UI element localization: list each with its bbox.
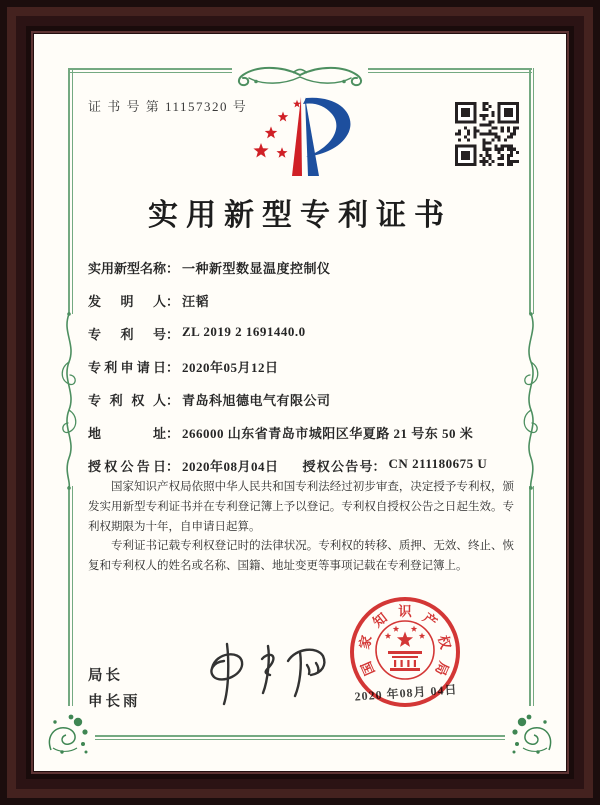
qr-code xyxy=(455,102,519,166)
seal-date: 2020 年08月 04日 xyxy=(354,682,458,704)
field-label: 发明人 xyxy=(88,294,166,309)
field-value: 青岛科旭德电气有限公司 xyxy=(182,393,331,408)
border-top-right-segment xyxy=(368,68,532,73)
border-top-left-segment xyxy=(68,68,232,73)
logo-blue-stripe xyxy=(305,97,319,176)
border-bottom-line xyxy=(95,735,505,740)
border-left-lower-segment xyxy=(68,486,73,706)
certificate-paper xyxy=(33,33,567,772)
logo-red-stripe xyxy=(292,97,302,176)
field-row-name xyxy=(88,258,518,277)
field-value: ZL 2019 2 1691440.0 xyxy=(182,324,306,339)
picture-frame-inner xyxy=(26,26,574,779)
colon: ： xyxy=(166,393,180,408)
picture-frame-lip xyxy=(31,31,569,774)
seal-char: 识 xyxy=(398,604,412,619)
picture-frame-bevel xyxy=(7,7,593,798)
field-label: 授权公告号 xyxy=(302,459,373,474)
field-value: 一种新型数显温度控制仪 xyxy=(182,261,331,276)
field-value: 2020年05月12日 xyxy=(182,360,279,375)
seal-char: 产 xyxy=(419,610,440,631)
seal-char: 家 xyxy=(356,633,375,651)
field-label: 地址 xyxy=(88,426,166,441)
legal-paragraph-2: 专利证书记载专利权登记时的法律状况。专利权的转移、质押、无效、终止、恢复和专利权人的姓名或名称、国籍、地址变更等事项记载在专利登记簿上。 xyxy=(88,540,514,573)
cnipa-logo-icon xyxy=(240,92,366,182)
colon: ： xyxy=(166,294,180,309)
bottom-left-corner-ornament xyxy=(45,710,91,756)
colon: ： xyxy=(166,327,180,342)
field-row-grant xyxy=(88,456,518,475)
field-label: 实用新型名称 xyxy=(88,261,167,276)
legal-paragraph-1: 国家知识产权局依照中华人民共和国专利法经过初步审查，决定授予专利权，颁发实用新型专利证书并在专利登记簿上予以登记。专利权自授权公告之日起生效。专利权期限为十年，自申请日起算。 xyxy=(88,481,514,533)
field-value: 2020年08月04日 xyxy=(182,459,279,474)
legal-text-block xyxy=(88,478,514,577)
signer-title: 局长 xyxy=(88,668,123,684)
field-value: 汪韬 xyxy=(182,294,210,309)
field-row-address xyxy=(88,423,518,442)
colon: ： xyxy=(166,459,180,474)
seal-char: 国 xyxy=(358,659,378,678)
handwritten-signature xyxy=(182,638,342,712)
colon: ： xyxy=(372,459,386,474)
signer-name: 申长雨 xyxy=(88,694,141,710)
top-flourish-ornament xyxy=(230,60,370,90)
border-right-lower-segment xyxy=(529,486,534,706)
certificate-title: 实用新型专利证书 xyxy=(148,199,452,232)
grant-number-pair xyxy=(303,456,488,475)
picture-frame-mid xyxy=(16,16,584,789)
certificate-number: 证 书 号 第 11157320 号 xyxy=(88,99,248,114)
field-row-patent-number xyxy=(88,324,518,343)
colon: ： xyxy=(166,261,180,276)
seal-char: 局 xyxy=(432,659,452,678)
left-flourish-ornament xyxy=(58,312,80,490)
seal-national-emblem xyxy=(376,621,434,679)
field-value: CN 211180675 U xyxy=(388,456,488,471)
field-row-inventor xyxy=(88,291,518,310)
colon: ： xyxy=(166,360,180,375)
field-label: 专利号 xyxy=(88,327,166,342)
field-value: 266000 山东省青岛市城阳区华夏路 21 号东 50 米 xyxy=(182,426,474,441)
field-row-patentee xyxy=(88,390,518,409)
field-label: 专利申请日 xyxy=(88,360,166,375)
colon: ： xyxy=(166,426,180,441)
field-label: 专利权人 xyxy=(88,393,166,408)
seal-char: 知 xyxy=(370,610,391,631)
bottom-right-corner-ornament xyxy=(509,710,555,756)
field-row-filing-date xyxy=(88,357,518,376)
right-flourish-ornament xyxy=(520,312,542,490)
seal-char: 权 xyxy=(435,633,454,651)
field-label: 授权公告日 xyxy=(88,459,166,474)
